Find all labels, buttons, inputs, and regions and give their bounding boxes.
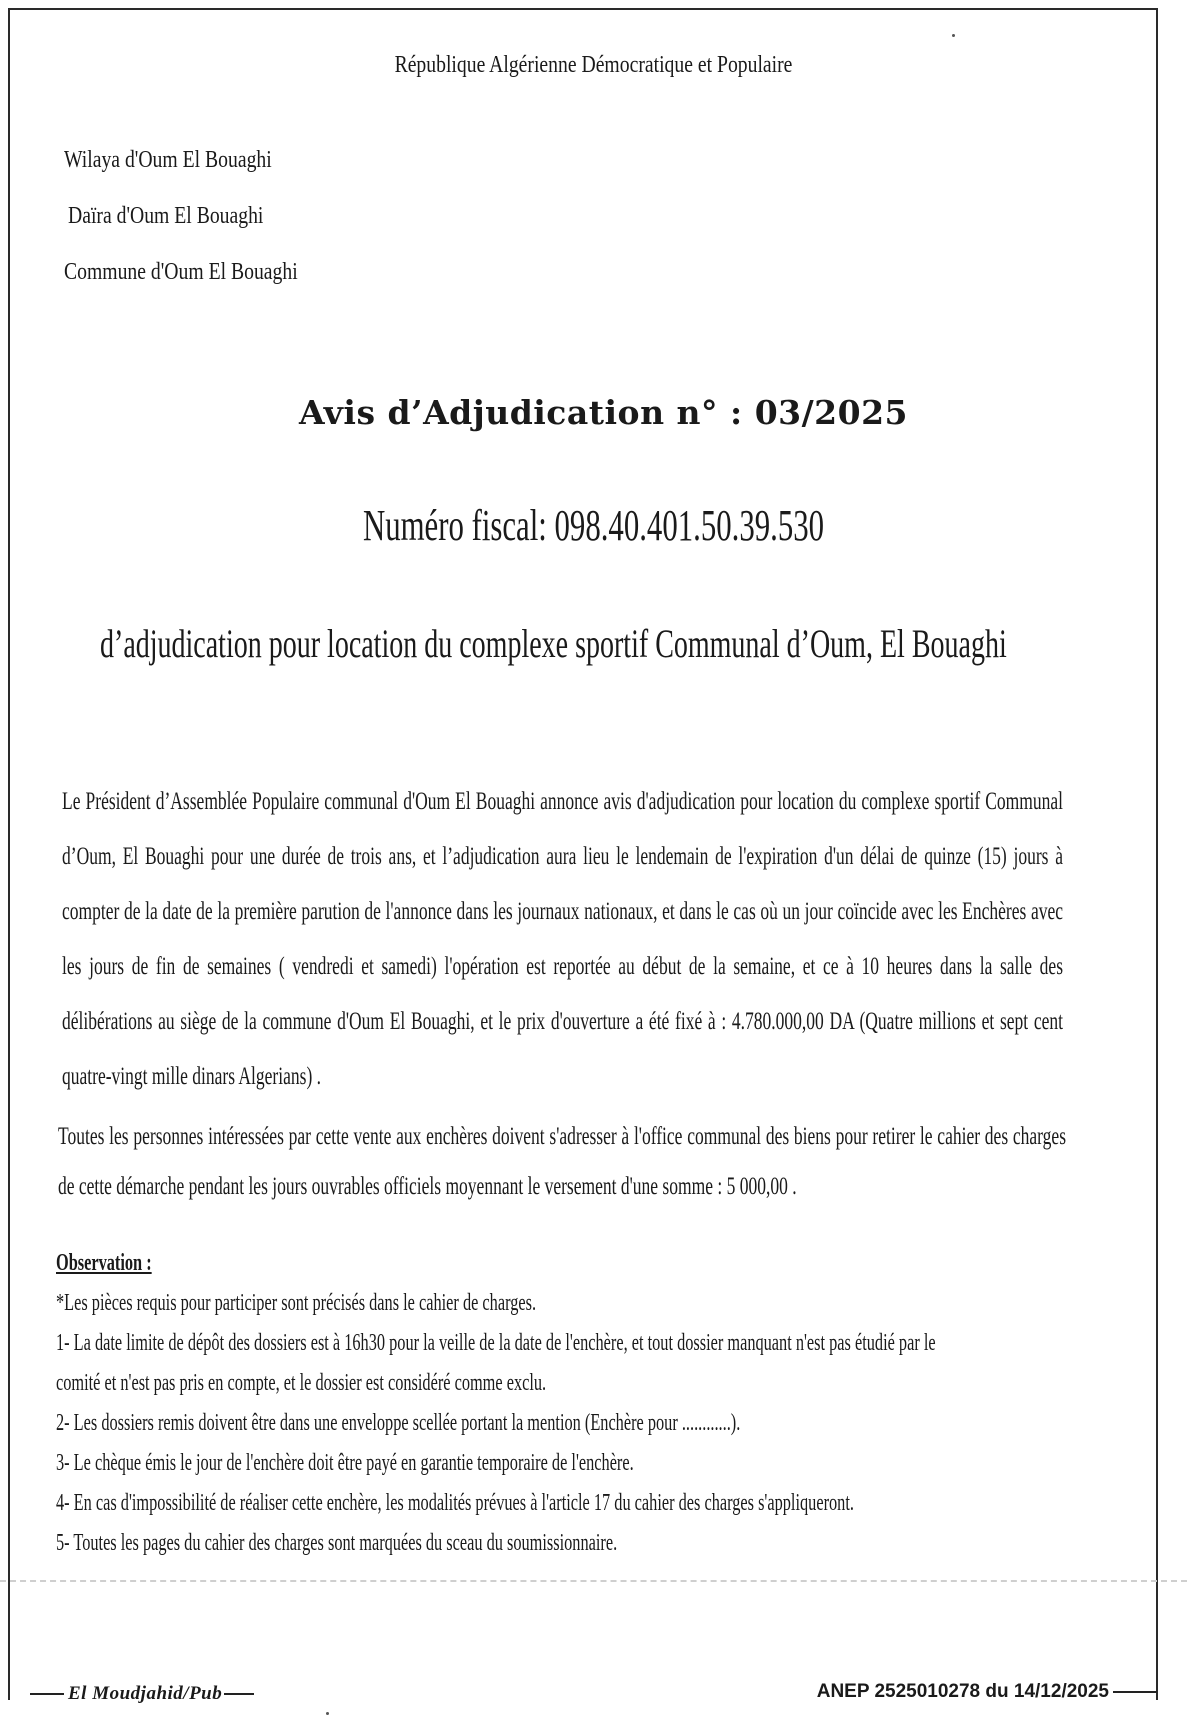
footer-publisher xyxy=(30,1683,254,1705)
announcement-paragraph: Le Président d’Assemblée Populaire communal d'Oum El Bouaghi annonce avis d'adjudication pour location du complexe sportif Communal d’Oum, El Bouaghi pour une durée de trois ans, et l’adjudication aura lieu le lendemain de l'expiration d'un délai de quinze (15) jours à compter de la date de la première parution de l'annonce dans les journaux nationaux, et dans le cas où un jour coïncide avec les Enchères avec les jours de fin de semaines ( vendredi et samedi) l'opération est reportée au début de la semaine, et ce à 10 heures dans la salle des délibérations au siège de la commune d'Oum El Bouaghi, et le prix d'ouverture a été fixé à : 4.780.000,00 DA (Quatre millions et sept cent quatre-vingt mille dinars Algerians) . xyxy=(62,788,1063,1090)
commune-line: Commune d'Oum El Bouaghi xyxy=(64,259,298,285)
republic-heading: République Algérienne Démocratique et Populaire xyxy=(394,52,793,78)
observation-item: *Les pièces requis pour participer sont précisés dans le cahier de charges. xyxy=(56,1290,537,1316)
observation-item: 5- Toutes les pages du cahier des charges sont marquées du sceau du soumissionnaire. xyxy=(56,1530,618,1556)
observation-item: 1- La date limite de dépôt des dossiers est à 16h30 pour la veille de la date de l'enchère, et tout dossier manquant n'est pas étudié par le xyxy=(56,1330,936,1356)
observation-item: comité et n'est pas pris en compte, et le dossier est considéré comme exclu. xyxy=(56,1370,547,1396)
footer-rule xyxy=(224,1693,254,1695)
wilaya-line: Wilaya d'Oum El Bouaghi xyxy=(64,147,272,173)
observation-title: Observation : xyxy=(56,1250,152,1276)
subject-heading: d’adjudication pour location du complexe sportif Communal d’Oum, El Bouaghi xyxy=(100,621,1007,666)
footer-rule xyxy=(1113,1691,1157,1693)
footer-reference xyxy=(817,1681,1157,1703)
anep-reference: ANEP 2525010278 du 14/12/2025 xyxy=(816,1681,1109,1702)
daira-line: Daïra d'Oum El Bouaghi xyxy=(68,203,264,229)
observation-item: 2- Les dossiers remis doivent être dans une enveloppe scellée portant la mention (Enchère pour ............). xyxy=(56,1410,741,1436)
scan-speck xyxy=(326,1712,329,1715)
observation-section xyxy=(56,1243,1076,1563)
observation-item: 4- En cas d'impossibilité de réaliser cette enchère, les modalités prévues à l'article 17 du cahier des charges s'appliqueront. xyxy=(56,1490,854,1516)
footer-rule xyxy=(30,1693,64,1695)
publisher-label: El Moudjahid/Pub xyxy=(68,1683,223,1704)
avis-title: Avis d’Adjudication n° : 03/2025 xyxy=(298,393,909,432)
instructions-paragraph: Toutes les personnes intéressées par cette vente aux enchères doivent s'adresser à l'office communal des biens pour retirer le cahier des charges de cette démarche pendant les jours ouvrables officiels moyennant le versement d'une somme : 5 000,00 . xyxy=(58,1123,1066,1200)
administration-block xyxy=(64,132,349,300)
dashed-divider xyxy=(0,1580,1187,1582)
observation-item: 3- Le chèque émis le jour de l'enchère doit être payé en garantie temporaire de l'enchère. xyxy=(56,1450,634,1476)
scan-speck xyxy=(952,34,955,37)
fiscal-number: Numéro fiscal: 098.40.401.50.39.530 xyxy=(362,501,825,550)
